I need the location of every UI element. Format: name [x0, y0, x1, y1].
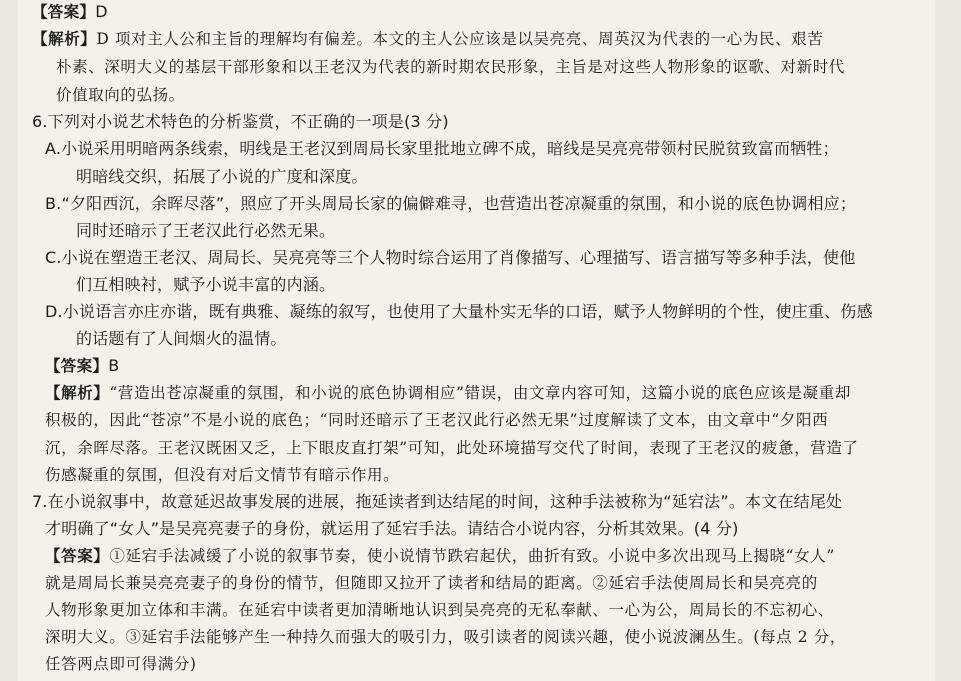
option-a-line-2: 明暗线交织，拓展了小说的广度和深度。 [76, 167, 368, 186]
analysis-text: D 项对主人公和主旨的理解均有偏差。本文的主人公应该是以吴亮亮、周英汉为代表的一心为民、艰苦 [96, 30, 824, 48]
answer-line-q6 [45, 355, 119, 377]
question-7-stem-1: 7.在小说叙事中，故意延迟故事发展的进展，拖延读者到达结尾的时间，这种手法被称为“延宕法”。本文在结尾处 [32, 492, 843, 511]
bleed-through-left [0, 0, 18, 681]
bleed-through-right [935, 0, 961, 681]
analysis-line-q6-3: 沉，余晖尽落。王老汉既困又乏，上下眼皮直打架”可知，此处环境描写交代了时间，表现了王老汉的疲惫，营造了 [45, 439, 859, 457]
answer-text: ①延宕手法减缓了小说的叙事节奏，使小说情节跌宕起伏，曲折有致。小说中多次出现马上揭晓“女人” [109, 547, 835, 565]
answer-value: B [108, 356, 120, 375]
question-7-stem-2: 才明确了“女人”是吴亮亮妻子的身份，就运用了延宕手法。请结合小说内容，分析其效果。(4 分) [45, 519, 739, 538]
option-d-line-2: 的话题有了人间烟火的温情。 [76, 329, 287, 348]
answer-tag: 【答案】 [45, 357, 109, 375]
option-b-line-1: B.“夕阳西沉，余晖尽落”，照应了开头周局长家的偏僻难寻，也营造出苍凉凝重的氛围，和小说的底色协调相应； [45, 194, 857, 213]
analysis-line-q5-3: 价值取向的弘扬。 [56, 86, 185, 104]
analysis-tag: 【解析】 [32, 30, 97, 48]
option-d-line-1: D.小说语言亦庄亦谐，既有典雅、凝练的叙写，也使用了大量朴实无华的口语，赋予人物鲜明的个性，使庄重、伤感 [45, 302, 873, 321]
answer-line-q7-4: 深明大义。③延宕手法能够产生一种持久而强大的吸引力，吸引读者的阅读兴趣，使小说波澜丛生。(每点 2 分， [45, 628, 846, 646]
answer-line-q7-1 [45, 545, 835, 567]
answer-tag: 【答案】 [32, 3, 96, 21]
analysis-line-q6-2: 积极的，因此“苍凉”不是小说的底色；“同时还暗示了王老汉此行必然无果”过度解读了文本，由文章中“夕阳西 [45, 411, 829, 429]
analysis-tag: 【解析】 [45, 384, 110, 402]
analysis-line-q5-1 [32, 28, 823, 50]
analysis-line-q6-4: 伤感凝重的氛围，但没有对后文情节有暗示作用。 [45, 466, 400, 484]
option-a-line-1: A.小说采用明暗两条线索，明线是王老汉到周局长家里批地立碑不成，暗线是吴亮亮带领村民脱贫致富而牺牲； [45, 139, 839, 158]
analysis-line-q5-2: 朴素、深明大义的基层干部形象和以王老汉为代表的新时期农民形象，主旨是对这些人物形象的讴歌、对新时代 [56, 58, 845, 76]
answer-line-q7-5: 任答两点即可得满分) [45, 655, 197, 673]
answer-value: D [95, 2, 108, 21]
answer-line-q7-3: 人物形象更加立体和丰满。在延宕中读者更加清晰地认识到吴亮亮的无私奉献、一心为公，周局长的不忘初心、 [45, 601, 834, 619]
option-c-line-1: C.小说在塑造王老汉、周局长、吴亮亮等三个人物时综合运用了肖像描写、心理描写、语言描写等多种手法，使他 [45, 248, 856, 267]
option-c-line-2: 们互相映衬，赋予小说丰富的内涵。 [76, 275, 336, 294]
answer-tag: 【答案】 [45, 547, 110, 565]
analysis-line-q6-1 [45, 382, 851, 404]
answer-line-q5 [32, 1, 108, 23]
question-6-stem: 6.下列对小说艺术特色的分析鉴赏，不正确的一项是(3 分) [32, 112, 449, 131]
answer-line-q7-2: 就是周局长兼吴亮亮妻子的身份的情节，但随即又拉开了读者和结局的距离。②延宕手法使周局长和吴亮亮的 [45, 574, 818, 592]
analysis-text: “营造出苍凉凝重的氛围，和小说的底色协调相应”错误，由文章内容可知，这篇小说的底色应该是凝重却 [109, 384, 851, 402]
option-b-line-2: 同时还暗示了王老汉此行必然无果。 [76, 221, 336, 240]
